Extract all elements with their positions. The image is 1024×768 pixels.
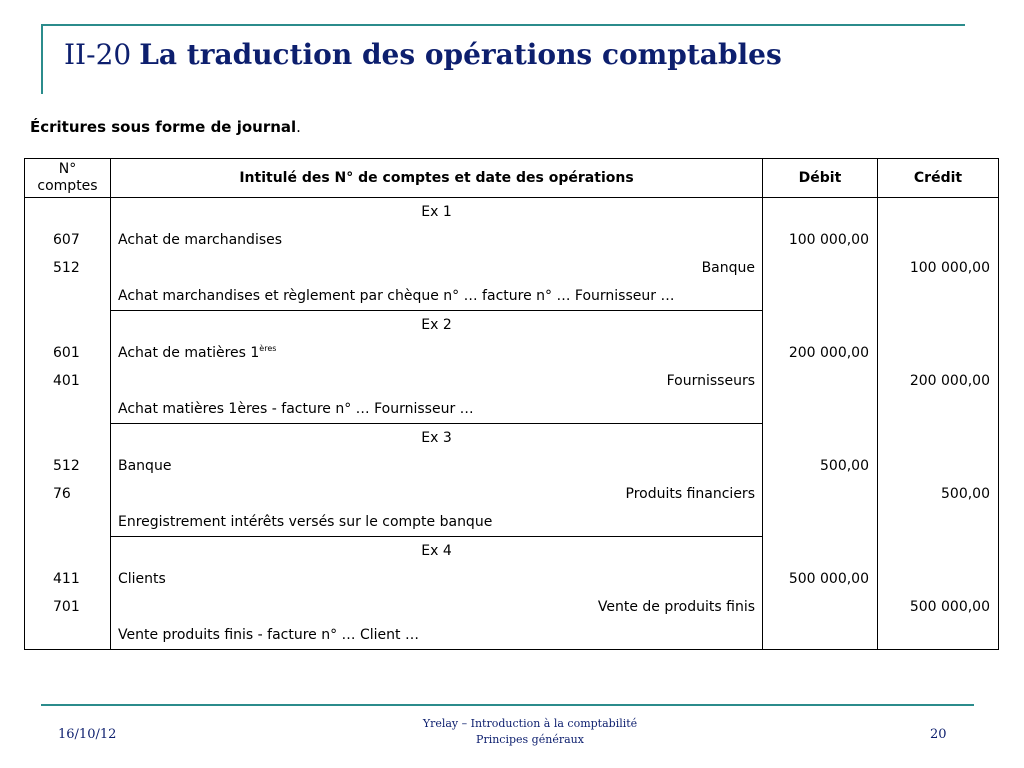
debit-cell	[763, 367, 878, 395]
entry-description: Enregistrement intérêts versés sur le compte banque	[118, 514, 493, 530]
empty-cell	[25, 198, 110, 226]
entry-label-wrap	[111, 198, 762, 226]
empty-cell	[878, 424, 998, 452]
libelle-cell	[111, 480, 763, 508]
footer-center-line1: Yrelay – Introduction à la comptabilité	[422, 717, 638, 730]
footer-center	[330, 716, 730, 748]
account-number-cell	[25, 565, 111, 593]
credit-account-number: 401	[53, 373, 80, 389]
debit-cell	[763, 424, 878, 453]
empty-cell	[878, 508, 998, 536]
empty-cell	[878, 621, 998, 649]
libelle-cell	[111, 311, 763, 340]
subtitle-bold: Écritures sous forme de journal	[30, 118, 297, 136]
entry-description-wrap	[111, 282, 762, 310]
debit-account-number: 607	[53, 232, 80, 248]
debit-account-title-wrap	[111, 565, 762, 593]
credit-cell	[878, 452, 999, 480]
empty-cell	[763, 537, 877, 565]
debit-cell	[763, 621, 878, 650]
entry-label-wrap	[111, 311, 762, 339]
libelle-cell	[111, 226, 763, 254]
libelle-cell	[111, 508, 763, 537]
empty-cell	[763, 367, 877, 395]
debit-account-title-wrap	[111, 452, 762, 480]
debit-cell	[763, 480, 878, 508]
credit-cell	[878, 395, 999, 424]
debit-account-title: Banque	[118, 458, 172, 474]
libelle-cell	[111, 395, 763, 424]
account-number-cell	[25, 452, 111, 480]
account-number-cell	[25, 311, 111, 340]
empty-cell	[878, 198, 998, 226]
slide-title	[64, 38, 782, 71]
entry-label-wrap	[111, 424, 762, 452]
journal-row	[25, 621, 999, 650]
credit-cell	[878, 424, 999, 453]
credit-amount: 500 000,00	[909, 599, 990, 615]
slide-title-number: II-20	[64, 38, 132, 71]
entry-label-wrap	[111, 537, 762, 565]
credit-cell	[878, 565, 999, 593]
entry-label: Ex 2	[421, 317, 452, 333]
header-credit: Crédit	[878, 159, 999, 198]
journal-table	[24, 158, 999, 650]
journal-row	[25, 508, 999, 537]
account-number-cell	[25, 593, 111, 621]
journal-row	[25, 424, 999, 453]
debit-amount: 200 000,00	[788, 345, 869, 361]
journal-row	[25, 367, 999, 395]
entry-description-wrap	[111, 508, 762, 536]
journal-row	[25, 593, 999, 621]
account-number-cell	[25, 508, 111, 537]
credit-account-title: Produits financiers	[625, 486, 755, 502]
empty-cell	[878, 395, 998, 423]
libelle-cell	[111, 565, 763, 593]
credit-account-number: 512	[53, 260, 80, 276]
credit-cell	[878, 367, 999, 395]
journal-row	[25, 480, 999, 508]
journal-header-row	[25, 159, 999, 198]
account-number-cell	[25, 226, 111, 254]
debit-cell	[763, 452, 878, 480]
credit-cell	[878, 198, 999, 227]
account-number-cell	[25, 282, 111, 311]
libelle-cell	[111, 198, 763, 227]
account-number-cell	[25, 424, 111, 453]
empty-cell	[763, 621, 877, 649]
debit-amount: 500,00	[820, 458, 869, 474]
journal-row	[25, 254, 999, 282]
credit-account-number: 76	[53, 486, 71, 502]
empty-cell	[878, 452, 998, 480]
journal-row	[25, 452, 999, 480]
debit-cell	[763, 226, 878, 254]
debit-account-title-wrap	[111, 226, 762, 254]
journal-row	[25, 339, 999, 367]
debit-cell	[763, 282, 878, 311]
debit-amount: 100 000,00	[788, 232, 869, 248]
credit-cell	[878, 537, 999, 566]
account-number-cell	[25, 254, 111, 282]
account-number-cell	[25, 367, 111, 395]
header-account-number	[25, 159, 111, 198]
header-num-line2: comptes	[37, 178, 98, 194]
slide-title-text: La traduction des opérations comptables	[139, 38, 782, 71]
credit-account-title-wrap	[111, 367, 762, 395]
credit-cell	[878, 593, 999, 621]
empty-cell	[763, 480, 877, 508]
libelle-cell	[111, 621, 763, 650]
empty-cell	[25, 621, 110, 649]
debit-account-number: 411	[53, 571, 80, 587]
footer-line	[41, 704, 974, 706]
debit-account-number: 601	[53, 345, 80, 361]
empty-cell	[25, 537, 110, 565]
empty-cell	[25, 424, 110, 452]
journal-row	[25, 565, 999, 593]
libelle-cell	[111, 367, 763, 395]
debit-cell	[763, 593, 878, 621]
debit-cell	[763, 254, 878, 282]
empty-cell	[763, 424, 877, 452]
debit-cell	[763, 311, 878, 340]
entry-description: Achat matières 1ères - facture n° … Fournisseur …	[118, 401, 474, 417]
credit-cell	[878, 226, 999, 254]
credit-amount: 500,00	[941, 486, 990, 502]
empty-cell	[763, 198, 877, 226]
credit-cell	[878, 480, 999, 508]
header-debit: Débit	[763, 159, 878, 198]
debit-account-title: Achat de matières 1	[118, 345, 260, 361]
libelle-cell	[111, 452, 763, 480]
journal-row	[25, 198, 999, 227]
empty-cell	[878, 537, 998, 565]
entry-description-wrap	[111, 621, 762, 649]
title-frame-left-line	[41, 24, 43, 94]
credit-account-title: Fournisseurs	[666, 373, 755, 389]
debit-account-title-wrap	[111, 339, 762, 367]
empty-cell	[763, 282, 877, 310]
libelle-cell	[111, 424, 763, 453]
credit-cell	[878, 282, 999, 311]
credit-cell	[878, 621, 999, 650]
libelle-cell	[111, 593, 763, 621]
empty-cell	[878, 282, 998, 310]
account-number-cell	[25, 621, 111, 650]
entry-description-wrap	[111, 395, 762, 423]
credit-account-title-wrap	[111, 593, 762, 621]
credit-amount: 100 000,00	[909, 260, 990, 276]
debit-account-number: 512	[53, 458, 80, 474]
empty-cell	[763, 254, 877, 282]
empty-cell	[878, 565, 998, 593]
credit-account-title: Banque	[701, 260, 755, 276]
journal-row	[25, 311, 999, 340]
debit-cell	[763, 537, 878, 566]
credit-cell	[878, 339, 999, 367]
credit-account-title-wrap	[111, 480, 762, 508]
journal-row	[25, 226, 999, 254]
debit-cell	[763, 395, 878, 424]
account-number-cell	[25, 339, 111, 367]
empty-cell	[25, 395, 110, 423]
empty-cell	[25, 311, 110, 339]
debit-cell	[763, 508, 878, 537]
debit-cell	[763, 339, 878, 367]
empty-cell	[878, 226, 998, 254]
credit-account-title-wrap	[111, 254, 762, 282]
libelle-cell	[111, 254, 763, 282]
ordinal-superscript: ères	[259, 344, 277, 353]
footer-date: 16/10/12	[58, 727, 117, 742]
libelle-cell	[111, 537, 763, 566]
debit-account-title: Clients	[118, 571, 166, 587]
empty-cell	[25, 508, 110, 536]
account-number-cell	[25, 480, 111, 508]
empty-cell	[878, 311, 998, 339]
credit-account-number: 701	[53, 599, 80, 615]
footer-center-line2: Principes généraux	[476, 733, 584, 746]
debit-amount: 500 000,00	[788, 571, 869, 587]
slide-subtitle	[30, 118, 301, 136]
credit-cell	[878, 508, 999, 537]
empty-cell	[763, 311, 877, 339]
libelle-cell	[111, 339, 763, 367]
account-number-cell	[25, 395, 111, 424]
credit-amount: 200 000,00	[909, 373, 990, 389]
entry-label: Ex 3	[421, 430, 452, 446]
credit-account-title: Vente de produits finis	[597, 599, 755, 615]
entry-label: Ex 4	[421, 543, 452, 559]
empty-cell	[763, 395, 877, 423]
empty-cell	[763, 593, 877, 621]
title-frame-top-line	[41, 24, 965, 26]
footer-page-number: 20	[930, 727, 947, 742]
subtitle-rest: .	[296, 118, 301, 136]
debit-cell	[763, 198, 878, 227]
credit-cell	[878, 254, 999, 282]
account-number-cell	[25, 198, 111, 227]
libelle-cell	[111, 282, 763, 311]
journal-row	[25, 395, 999, 424]
empty-cell	[878, 339, 998, 367]
account-number-cell	[25, 537, 111, 566]
debit-account-title: Achat de marchandises	[118, 232, 283, 248]
journal-row	[25, 537, 999, 566]
header-num-line1: N°	[58, 161, 77, 177]
journal-row	[25, 282, 999, 311]
debit-cell	[763, 565, 878, 593]
credit-cell	[878, 311, 999, 340]
header-libelle: Intitulé des N° de comptes et date des opérations	[111, 159, 763, 198]
entry-label: Ex 1	[421, 204, 452, 220]
journal-body	[25, 198, 999, 650]
entry-description: Achat marchandises et règlement par chèque n° … facture n° … Fournisseur …	[118, 288, 675, 304]
entry-description: Vente produits finis - facture n° … Client …	[118, 627, 419, 643]
empty-cell	[763, 508, 877, 536]
empty-cell	[25, 282, 110, 310]
